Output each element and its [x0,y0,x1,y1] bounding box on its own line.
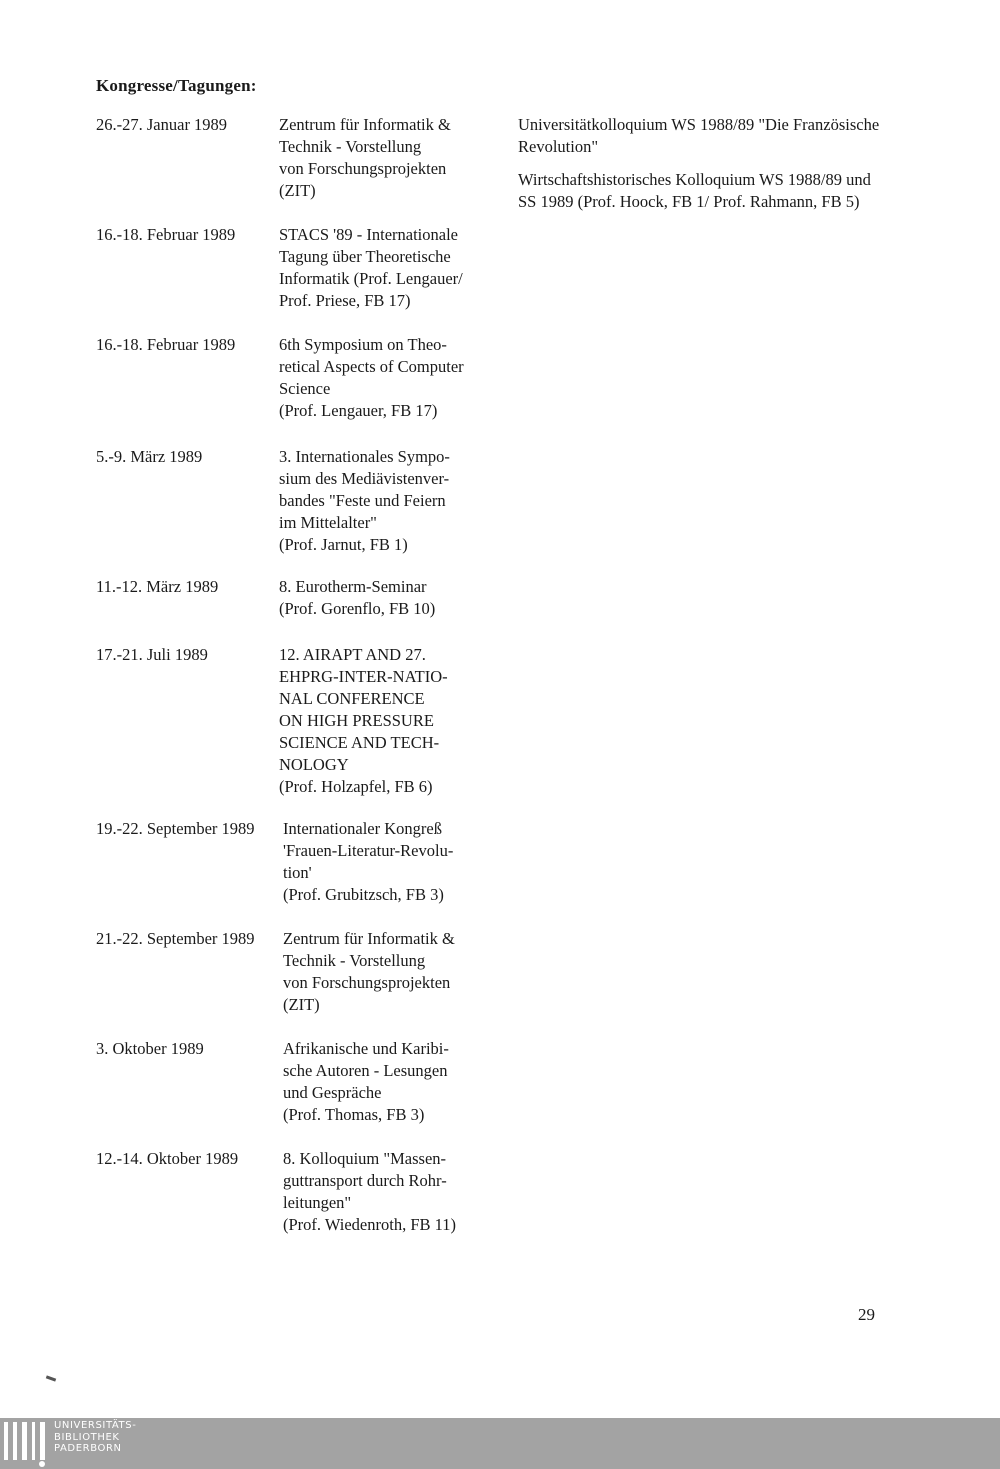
event-description-line: Prof. Priese, FB 17) [279,291,411,310]
event-description-line: 8. Eurotherm-Seminar [279,577,427,596]
event-description-line: Tagung über Theoretische [279,247,451,266]
page-number: 29 [858,1305,875,1324]
event-description [279,644,489,798]
event-description-line: Internationaler Kongreß [283,819,442,838]
event-description-line: Zentrum für Informatik & [279,115,451,134]
event-description-line: Afrikanische und Karibi- [283,1039,449,1058]
event-description-line: sche Autoren - Lesungen [283,1061,448,1080]
event-description-line: (Prof. Thomas, FB 3) [283,1105,425,1124]
event-description-line: sium des Mediävistenver- [279,469,450,488]
event-description [283,1038,493,1126]
scan-mark [46,1375,56,1381]
event-date: 12.-14. Oktober 1989 [96,1149,239,1168]
event-description-line: von Forschungsprojekten [283,973,451,992]
event-description-line: leitungen" [283,1193,352,1212]
event-description-line: (ZIT) [279,181,316,200]
event-description [279,114,489,202]
event-description [283,818,493,906]
event-description-line: STACS '89 - Internationale [279,225,458,244]
event-date: 17.-21. Juli 1989 [96,645,208,664]
event-description-line: Technik - Vorstellung [279,137,422,156]
event-description-line: 12. AIRAPT AND 27. [279,645,426,664]
event-description-line: 6th Symposium on Theo- [279,335,447,354]
event-description-line: 3. Internationales Sympo- [279,447,450,466]
event-description-line: guttransport durch Rohr- [283,1171,447,1190]
event-description-line: NAL CONFERENCE [279,689,425,708]
event-description-line: SCIENCE AND TECH- [279,733,440,752]
library-name [54,1420,136,1455]
event-date: 5.-9. März 1989 [96,447,203,466]
event-date: 19.-22. September 1989 [96,819,255,838]
event-description-line: 'Frauen-Literatur-Revolu- [283,841,454,860]
colloquium-line: Wirtschaftshistorisches Kolloquium WS 1988/89 und [518,170,871,189]
event-description-line: bandes "Feste und Feiern [279,491,446,510]
event-description-line: ON HIGH PRESSURE [279,711,434,730]
event-date: 16.-18. Februar 1989 [96,225,236,244]
event-description-line: 8. Kolloquium "Massen- [283,1149,447,1168]
event-description-line: tion' [283,863,312,882]
library-footer [0,1418,1000,1469]
event-description-line: (Prof. Wiedenroth, FB 11) [283,1215,457,1234]
event-description-line: EHPRG-INTER-NATIO- [279,667,448,686]
event-date: 16.-18. Februar 1989 [96,335,236,354]
event-description-line: im Mittelalter" [279,513,377,532]
logo-dot [39,1461,45,1467]
event-description-line: (Prof. Holzapfel, FB 6) [279,777,433,796]
event-date: 3. Oktober 1989 [96,1039,204,1058]
event-description [279,334,489,422]
event-description-line: (ZIT) [283,995,320,1014]
colloquia-list [518,114,918,224]
event-description-line: NOLOGY [279,755,349,774]
event-description-line: (Prof. Grubitzsch, FB 3) [283,885,444,904]
colloquium-line: SS 1989 (Prof. Hoock, FB 1/ Prof. Rahmann, FB 5) [518,192,860,211]
event-description-line: und Gespräche [283,1083,382,1102]
event-description [283,1148,493,1236]
event-description-line: Informatik (Prof. Lengauer/ [279,269,463,288]
library-name-line: PADERBORN [54,1443,122,1454]
section-heading: Kongresse/Tagungen: [96,76,257,95]
event-date: 26.-27. Januar 1989 [96,115,228,134]
event-description-line: von Forschungsprojekten [279,159,447,178]
event-description-line: (Prof. Jarnut, FB 1) [279,535,408,554]
event-description [283,928,493,1016]
colloquium-line: Universitätkolloquium WS 1988/89 "Die Französische [518,115,880,134]
event-description-line: retical Aspects of Computer [279,357,464,376]
library-name-line: BIBLIOTHEK [54,1431,120,1443]
event-description [279,224,489,312]
library-name-line: UNIVERSITÄTS- [54,1420,137,1431]
event-description [279,446,489,556]
event-description-line: Science [279,379,331,398]
event-description-line: Zentrum für Informatik & [283,929,455,948]
colloquium-entry [518,114,918,158]
event-description-line: (Prof. Gorenflo, FB 10) [279,599,436,618]
event-description-line: (Prof. Lengauer, FB 17) [279,401,438,420]
event-date: 21.-22. September 1989 [96,929,255,948]
event-description-line: Technik - Vorstellung [283,951,426,970]
colloquium-line: Revolution" [518,137,599,156]
colloquium-entry [518,169,918,213]
event-description [279,576,489,620]
event-date: 11.-12. März 1989 [96,577,219,596]
